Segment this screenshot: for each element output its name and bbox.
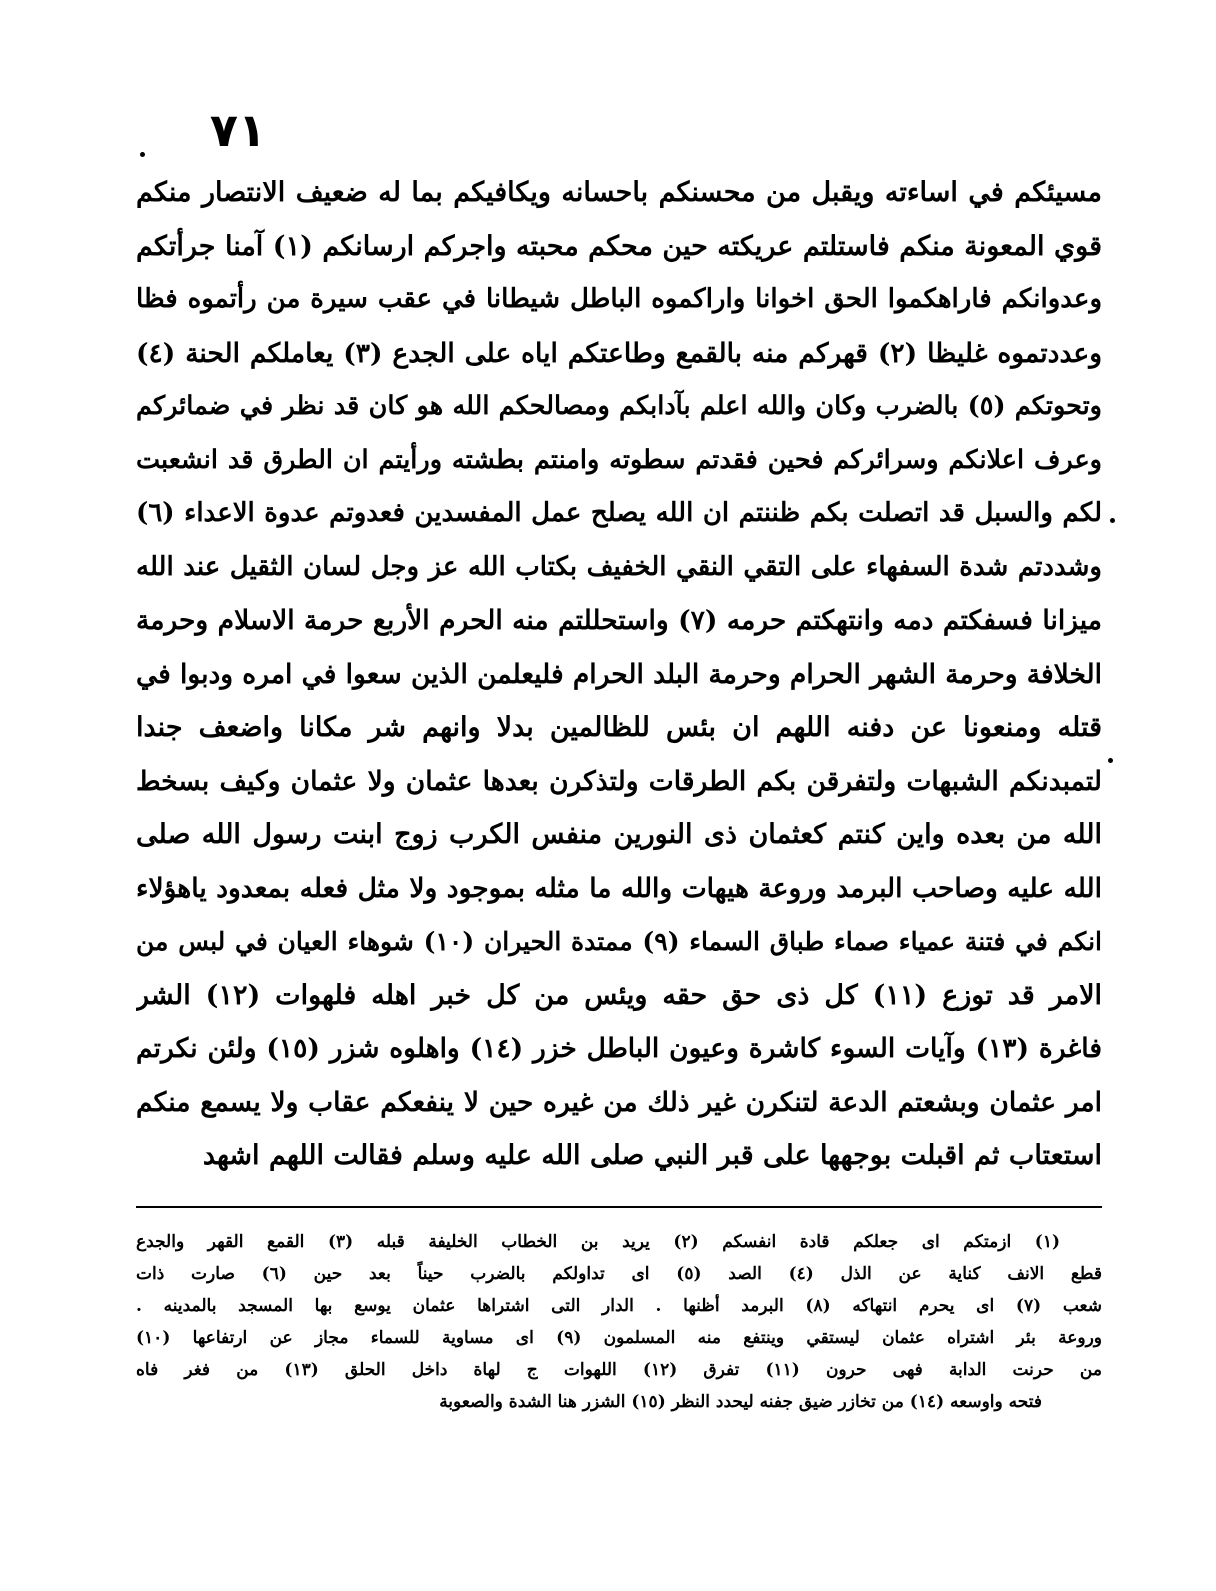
footnote-line: (١) ازمتكم اى جعلكم قادة انفسكم (٢) يريد بن الخطاب الخليفة قبله (٣) القمع القهر والجدع — [136, 1232, 1060, 1252]
text-line: مسيئكم في اساءته ويقبل من محسنكم باحسانه ويكافيكم بما له ضعيف الانتصار منكم — [136, 177, 1102, 208]
text-line: الخلافة وحرمة الشهر الحرام وحرمة البلد الحرام فليعلمن الذين سعوا في امره ودبوا في — [136, 658, 1102, 690]
text-line: لتمبدنكم الشبهات ولتفرقن بكم الطرقات ولتذكرن بعدها عثمان ولا عثمان وكيف بسخط — [136, 765, 1102, 797]
text-line: الامر قد توزع (١١) كل ذى حق حقه ويئس من كل خبر اهله فلهوات (١٢) الشر — [136, 979, 1102, 1011]
text-line: ميزانا فسفكتم دمه وانتهكتم حرمه (٧) واستحللتم منه الحرم الأربع حرمة الاسلام وحرمة — [136, 605, 1102, 636]
footnote-line: قطع الانف كناية عن الذل (٤) الصد (٥) اى تداولكم بالضرب حيناً بعد حين (٦) صارت ذات — [136, 1264, 1102, 1284]
text-line: وشددتم شدة السفهاء على التقي النقي الخفيف بكتاب الله عز وجل لسان الثقيل عند الله — [136, 551, 1102, 582]
text-line: وعرف اعلانكم وسرائركم فحين فقدتم سطوته وامنتم بطشته ورأيتم ان الطرق قد انشعبت — [136, 444, 1102, 475]
margin-dot — [1110, 518, 1115, 523]
text-line: استعتاب ثم اقبلت بوجهها على قبر النبي صلى الله عليه وسلم فقالت اللهم اشهد — [202, 1140, 1102, 1171]
text-line: فاغرة (١٣) وآيات السوء كاشرة وعيون الباطل خزر (١٤) واهلوه شزر (١٥) ولئن نكرتم — [136, 1033, 1102, 1064]
text-line: قوي المعونة منكم فاستلتم عريكته حين محكم محبته واجركم ارسانكم (١) آمنا جرأتكم — [136, 230, 1102, 262]
margin-dot — [140, 152, 145, 157]
text-line: الله من بعده واين كنتم كعثمان ذى النورين منفس الكرب زوج ابنت رسول الله صلى — [136, 819, 1102, 850]
text-line: امر عثمان وبشعتم الدعة لتنكرن غير ذلك من غيره حين لا ينفعكم عقاب ولا يسمع منكم — [136, 1086, 1102, 1118]
main-text — [136, 166, 1102, 1183]
text-line: الله عليه وصاحب البرمد وروعة هيهات والله ما مثله بموجود ولا مثل فعله بمعدود ياهؤلاء — [136, 872, 1102, 904]
text-line: قتله ومنعونا عن دفنه اللهم ان بئس للظالمين بدلا وانهم شر مكانا واضعف جندا — [136, 712, 1102, 743]
margin-dot — [1108, 758, 1113, 763]
footnote-line: من حرنت الدابة فهى حرون (١١) تفرق (١٢) اللهوات ج لهاة داخل الحلق (١٣) من فغر فاه — [136, 1360, 1102, 1380]
text-line: انكم في فتنة عمياء صماء طباق السماء (٩) ممتدة الحيران (١٠) شوهاء العيان في لبس من — [136, 927, 1102, 956]
text-line: وتحوتكم (٥) بالضرب وكان والله اعلم بآدابكم ومصالحكم الله هو كان قد نظر في ضمائركم — [136, 391, 1102, 421]
footnotes — [136, 1226, 1102, 1418]
text-line: وعدوانكم فاراهكموا الحق اخوانا واراكموه الباطل شيطانا في عقب سيرة من رأتموه فظا — [136, 284, 1102, 314]
footnote-line: وروعة بئر اشتراه عثمان ليستقي وينتفع منه المسلمون (٩) اى مساوية للسماء مجاز عن ارتفاعها (١٠) — [136, 1328, 1102, 1348]
text-line: لكم والسبل قد اتصلت بكم ظننتم ان الله يصلح عمل المفسدين فعدوتم عدوة الاعداء (٦) — [136, 498, 1102, 528]
page-number: ٧١ — [209, 103, 267, 157]
footnote-line: شعب (٧) اى يحرم انتهاكه (٨) البرمد أظنها . الدار التى اشتراها عثمان يوسع بها المسجد بالمدينه . — [136, 1296, 1102, 1316]
footnote-line: فتحه واوسعه (١٤) من تخازر ضيق جفنه ليحدد النظر (١٥) الشزر هنا الشدة والصعوبة — [439, 1392, 1042, 1412]
footnote-separator — [136, 1206, 1102, 1208]
text-line: وعددتموه غليظا (٢) قهركم منه بالقمع وطاعتكم اياه على الجدع (٣) يعاملكم الحنة (٤) — [136, 337, 1102, 369]
